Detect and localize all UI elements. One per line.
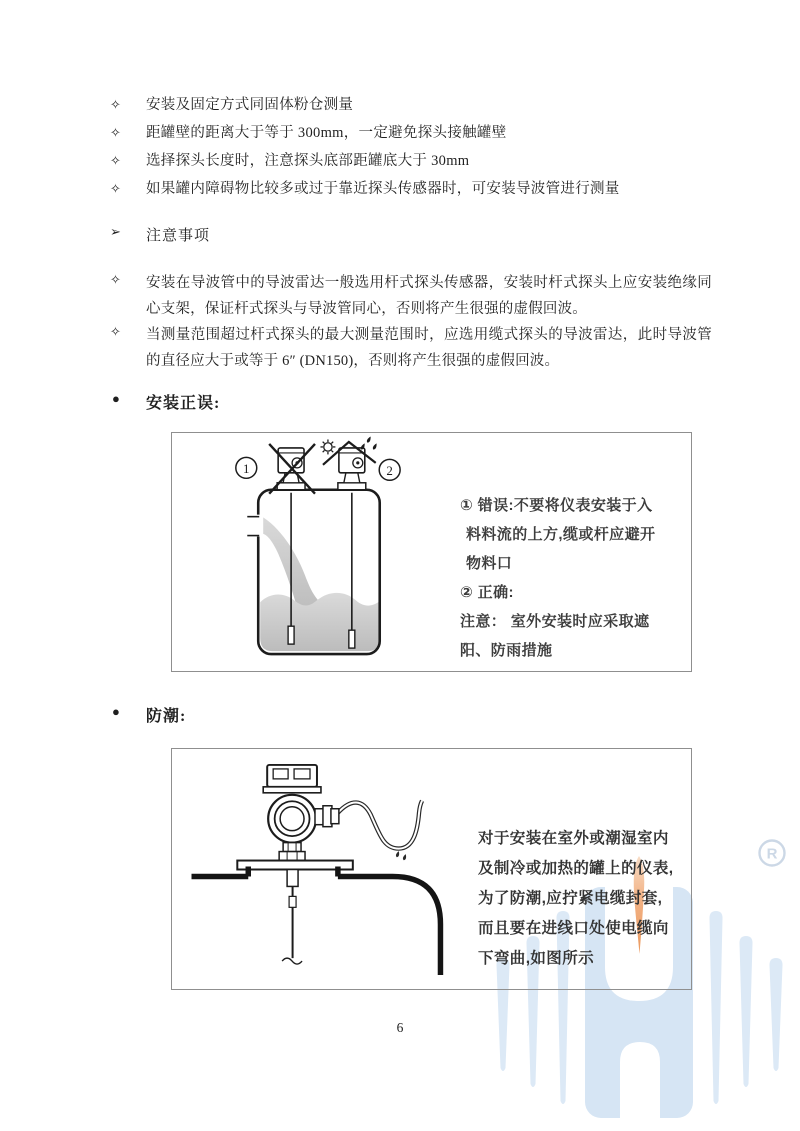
marker-2	[379, 459, 400, 480]
bullet-text: 距罐壁的距离大于等于 300mm，一定避免探头接触罐壁	[146, 125, 507, 141]
caption-line: 及制冷或加热的罐上的仪表,	[478, 860, 674, 877]
caption-line: 物料口	[466, 555, 513, 572]
dot-bullet-icon: ●	[112, 704, 121, 719]
water-drops-icon	[395, 851, 407, 861]
registered-trademark-icon	[760, 841, 785, 866]
note-text: 当测量范围超过杆式探头的最大测量范围时，应选用缆式探头的导波雷达，此时导波管的直径应大于或等于 6″ (DN150)，否则将产生很强的虚假回波。	[146, 327, 712, 369]
rain-drops-icon	[360, 436, 378, 451]
caption-line: ② 正确:	[460, 584, 514, 601]
probe-connector	[287, 869, 298, 886]
figure-install-box	[171, 432, 692, 672]
figure-moisture-caption	[478, 824, 678, 974]
intro-bullet-list	[110, 97, 730, 209]
bullet-text: 如果罐内障碍物比较多或过于靠近探头传感器时，可安装导波管进行测量	[146, 181, 620, 197]
section-heading-text: 安装正误:	[146, 395, 221, 412]
list-item	[110, 322, 742, 374]
diamond-bullet-icon: ✧	[110, 181, 122, 196]
dot-bullet-icon: ●	[112, 391, 121, 406]
section-heading-text: 防潮:	[146, 708, 187, 725]
note-text: 安装在导波管中的导波雷达一般选用杆式探头传感器，安装时杆式探头上应安装绝缘同心支架，保证杆式探头与导波管同心，否则将产生很强的虚假回波。	[146, 275, 712, 317]
transmitter-2	[339, 448, 365, 483]
marker-1	[236, 457, 257, 478]
list-item	[110, 125, 730, 141]
page-number: 6	[396, 1020, 404, 1035]
caption-line: 阳、防雨措施	[460, 642, 553, 659]
svg-text:2: 2	[386, 462, 393, 478]
caption-line: ① 错误:不要将仪表安装于入	[460, 497, 653, 514]
transmitter-head	[263, 765, 339, 861]
bullet-text: 选择探头长度时，注意探头底部距罐底大于 30mm	[146, 153, 470, 169]
notes-heading	[110, 224, 210, 245]
neck-nut	[279, 843, 305, 861]
break-symbol	[282, 958, 302, 964]
diamond-bullet-icon: ✧	[110, 97, 122, 112]
material-pile	[260, 593, 379, 651]
caption-line: 下弯曲,如图所示	[478, 950, 595, 967]
notes-heading-text: 注意事项	[146, 228, 211, 244]
notes-list	[110, 270, 742, 374]
caption-line: 料料流的上方,缆或杆应避开	[466, 526, 656, 543]
caption-line: 对于安装在室外或潮湿室内	[478, 830, 669, 847]
figure-moisture-box	[171, 748, 692, 990]
list-item	[110, 270, 742, 322]
cable-drip-loop	[338, 801, 422, 849]
tank-shoulder-outline	[192, 867, 441, 976]
cable-gland	[315, 806, 339, 827]
sun-icon	[320, 439, 335, 454]
arrow-bullet-icon: ➢	[110, 224, 122, 239]
diamond-bullet-icon: ✧	[110, 125, 122, 140]
list-item	[110, 97, 730, 113]
svg-text:1: 1	[243, 460, 250, 476]
diamond-bullet-icon: ✧	[110, 153, 122, 168]
list-item	[110, 181, 730, 197]
diamond-bullet-icon: ✧	[110, 324, 121, 339]
bullet-text: 安装及固定方式同固体粉仓测量	[146, 97, 354, 113]
list-item	[110, 153, 730, 169]
caption-line: 为了防潮,应拧紧电缆封套,	[478, 890, 663, 907]
caption-line: 而且要在进线口处使电缆向	[478, 920, 669, 937]
probe-rod	[282, 886, 302, 964]
section-heading-moisture	[112, 703, 186, 726]
figure-install-caption	[460, 491, 685, 665]
svg-text:R: R	[766, 845, 778, 863]
probe-weight	[349, 630, 355, 648]
section-heading-install	[112, 390, 220, 413]
caption-line: 注意： 室外安装时应采取遮	[460, 613, 650, 630]
diamond-bullet-icon: ✧	[110, 272, 121, 287]
probe-weight	[288, 626, 294, 644]
